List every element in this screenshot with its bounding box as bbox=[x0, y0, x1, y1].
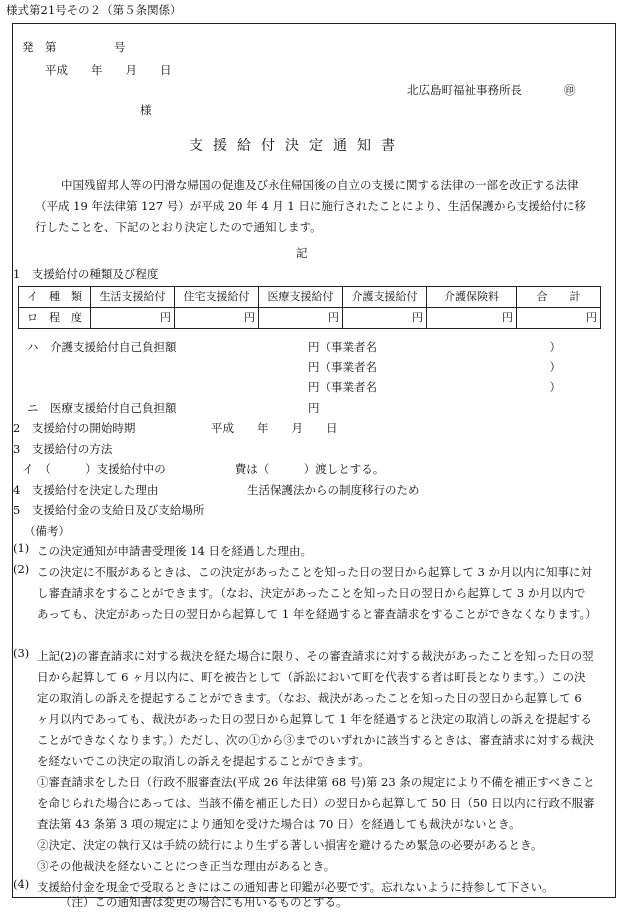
ni-label: ニ 医療支援給付自己負担額 bbox=[27, 401, 177, 415]
remark-subitem: ②決定、決定の執行又は手続の続行により生ずる著しい損害を避けるため緊急の必要があるとき。 bbox=[37, 838, 543, 852]
amount-cell: 円 bbox=[175, 308, 259, 329]
remark-text: 上記(2)の審査請求に対する裁決を経た場合に限り、その審査請求に対する裁決があったことを知った日の翌日から起算して 6 ヶ月以内に、町を被告として（訴訟において町を代表する者は町長となります。）この決定の取消しの訴えを提起することができます。（なお、裁決があったことを知った日の翌日から起算して 6 ヶ月以内であっても、裁決があった日の翌日から起算して 1 年を経過すると決定の取消しの訴えを提起することができなくなります。）ただし、次の①から③までのいずれかに該当するときは、審査請求に対する裁決を経ないでこの決定の取消しの訴えを提起することができます。 bbox=[37, 649, 594, 768]
amount-cell: 円 bbox=[259, 308, 343, 329]
section2-heading: 2 支援給付の開始時期 bbox=[13, 421, 136, 435]
addressee: 様 bbox=[140, 103, 152, 117]
footnote: （注）この通知書は変更の場合にも用いるものとする。 bbox=[60, 895, 348, 909]
section4-heading: 4 支援給付を決定した理由 bbox=[13, 483, 159, 497]
remark-number: (4) bbox=[13, 877, 30, 891]
intro-paragraph: 中国残留邦人等の円滑な帰国の促進及び永住帰国後の自立の支援に関する法律の一部を改正する法律（平成 19 年法律第 127 号）が平成 20 年 4 月 1 日に施行されたことにより、生活保護から支援給付に移行したことを、下記のとおり決定したので通知します。 bbox=[35, 178, 586, 234]
kind-cell: 合 計 bbox=[517, 287, 601, 308]
remark-number: (2) bbox=[13, 562, 30, 576]
amount-cell: 円 bbox=[517, 308, 601, 329]
amount-header: ロ 程 度 bbox=[19, 308, 91, 329]
kind-cell: 住宅支援給付 bbox=[175, 287, 259, 308]
section1-heading: 1 支援給付の種類及び程度 bbox=[13, 267, 159, 281]
remark-text: この決定に不服があるときは、この決定があったことを知った日の翌日から起算して 3 か月以内に知事に対し審査請求をすることができます。（なお、決定があったことを知った日の翌日から起算して 3 か月以内であっても、決定があった日の翌日から起算して 1 年を経過すると審査請求をすることができなくなります。） bbox=[37, 565, 597, 621]
kind-cell: 介護保険料 bbox=[427, 287, 517, 308]
ha-line: 円（事業者名 ） bbox=[308, 380, 561, 394]
amount-cell: 円 bbox=[91, 308, 175, 329]
ni-value: 円 bbox=[308, 401, 320, 415]
ha-line: 円（事業者名 ） bbox=[308, 360, 561, 374]
remarks-heading: （備考） bbox=[24, 524, 70, 538]
section5-heading: 5 支援給付金の支給日及び支給場所 bbox=[13, 503, 205, 517]
benefit-table bbox=[18, 286, 601, 329]
section3-heading: 3 支援給付の方法 bbox=[13, 442, 113, 456]
amount-cell: 円 bbox=[427, 308, 517, 329]
seal-mark: ㊞ bbox=[564, 83, 576, 97]
notice-frame bbox=[12, 23, 616, 898]
kind-header: イ 種 類 bbox=[19, 287, 91, 308]
section3-line: イ （ ）支援給付中の 費は（ ）渡しとする。 bbox=[22, 462, 385, 476]
kind-cell: 生活支援給付 bbox=[91, 287, 175, 308]
ha-line: 円（事業者名 ） bbox=[308, 340, 561, 354]
ha-label: ハ 介護支援給付自己負担額 bbox=[27, 340, 177, 354]
ki-heading: 記 bbox=[296, 246, 308, 260]
table-row bbox=[19, 308, 601, 329]
remark-subitem: ③その他裁決を経ないことにつき正当な理由があるとき。 bbox=[37, 859, 336, 873]
section4-value: 生活保護法からの制度移行のため bbox=[247, 483, 420, 497]
remark-number: (3) bbox=[13, 646, 30, 660]
remark-text: この決定通知が申請書受理後 14 日を経過した理由。 bbox=[37, 544, 312, 558]
amount-cell: 円 bbox=[343, 308, 427, 329]
remark-number: (1) bbox=[13, 541, 30, 555]
remark-text: 支援給付金を現金で受取るときにはこの通知書と印鑑が必要です。忘れないように持参して下さい。 bbox=[37, 880, 554, 894]
section2-value: 平成 年 月 日 bbox=[211, 421, 338, 435]
kind-cell: 医療支援給付 bbox=[259, 287, 343, 308]
issue-date: 平成 年 月 日 bbox=[45, 63, 172, 77]
table-row bbox=[19, 287, 601, 308]
kind-cell: 介護支援給付 bbox=[343, 287, 427, 308]
form-code: 様式第21号その２（第５条関係） bbox=[6, 3, 182, 17]
document-title: 支援給付決定通知書 bbox=[189, 138, 405, 154]
remark-subitem: ①審査請求をした日（行政不服審査法(平成 26 年法律第 68 号)第 23 条の規定により不備を補正すべきことを命じられた場合にあっては、当該不備を補正した日）の翌日から起算して 50 日（50 日以内に行政不服審査法第 43 条第 3 項の規定により通知を受けた場合は 70 日）を経過しても裁決がないとき。 bbox=[37, 775, 595, 831]
issue-number: 発 第 号 bbox=[22, 40, 126, 54]
issuer: 北広島町福祉事務所長 bbox=[407, 83, 522, 97]
